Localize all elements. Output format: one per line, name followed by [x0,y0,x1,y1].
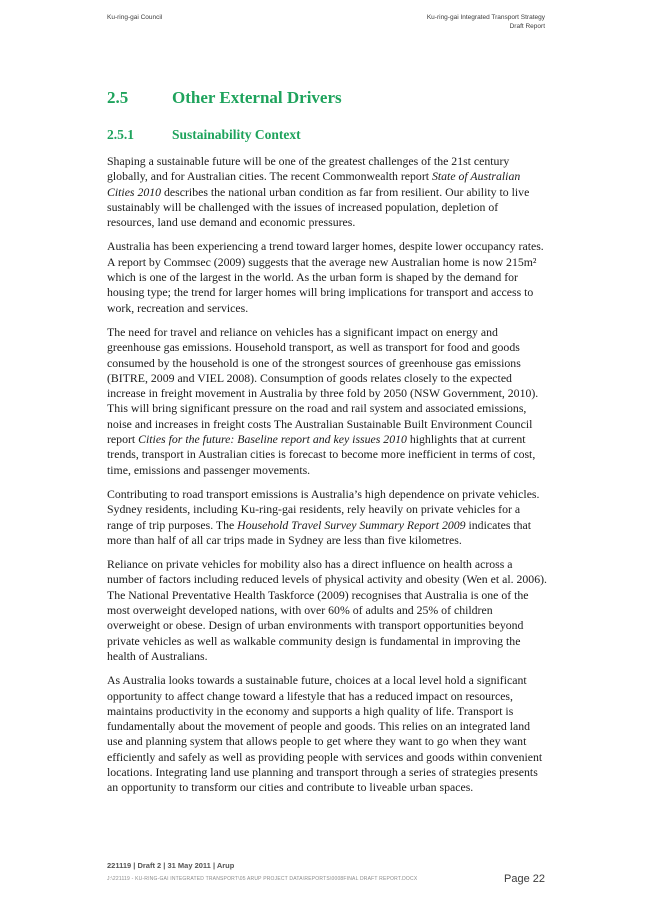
header-left-text: Ku-ring-gai Council [107,14,163,21]
section-title: Other External Drivers [172,88,342,107]
page-number: Page 22 [504,873,545,885]
subsection-heading [107,127,548,143]
section-number: 2.5 [107,88,129,107]
paragraph: Shaping a sustainable future will be one of the greatest challenges of the 21st century globally, and for Australian cities. The recent Commonwealth report State of Australian Cities 2010 describes the national urban condition as far from resilient. Our ability to live sustainably will be challenged with the issues of increased population, depletion of resources, land use demand and economic pressures. [107,154,530,230]
paragraph: Reliance on private vehicles for mobility also has a direct influence on health across a number of factors including reduced levels of physical activity and obesity (Wen et al. 2006). The National Preventative Health Taskforce (2009) recognises that Australia is one of the most overweight developed nations, with over 60% of adults and 25% of children overweight or obese. Design of urban environments with transport opportunities beyond private vehicles as well as walkable community design is fundamental in improving the health of Australians. [107,557,547,663]
page-content [107,88,548,805]
header-right-line2: Draft Report [509,22,545,30]
page-header [107,14,545,31]
subsection-title: Sustainability Context [172,127,301,142]
body-paragraphs [107,154,548,796]
paragraph: As Australia looks towards a sustainable future, choices at a local level hold a significant opportunity to affect change toward a lifestyle that has a reduced impact on resources, maintains productivity in the economy and supports a high quality of life. Transport is fundamentally about the movement of people and goods. This relies on an integrated land use and planning system that allows people to get where they want to go when they want efficiently and safely as well as providing people with services and goods within convenient locations. Integrating land use planning and transport through a series of strategies presents an opportunity to transform our cities and contribute to liveable urban spaces. [107,673,543,795]
paragraph: The need for travel and reliance on vehicles has a significant impact on energy and greenhouse gas emissions. Household transport, as well as transport for food and goods consumed by the household is one of the strongest sources of greenhouse gas emissions (BITRE, 2009 and VIEL 2008). Consumption of goods relates closely to the expected increase in freight movement in Australia by three fold by 2050 (NSW Government, 2010). This will bring significant pressure on the road and rail system and associated emissions, noise and increases in freight costs The Australian Sustainable Built Environment Council report Cities for the future: Baseline report and key issues 2010 highlights that at current trends, transport in Australian cities is forecast to become more inefficient in terms of cost, time, emissions and passenger movements. [107,324,539,477]
paragraph: Australia has been experiencing a trend toward larger homes, despite lower occupancy rates. A report by Commsec (2009) suggests that the average new Australian home is now 215m² which is one of the largest in the world. As the urban form is shaped by the demand for housing type; the trend for larger homes will bring implications for transport and access to work, recreation and services. [107,239,544,315]
subsection-number: 2.5.1 [107,127,134,142]
header-right-line1: Ku-ring-gai Integrated Transport Strategy [426,14,545,21]
paragraph: Contributing to road transport emissions is Australia’s high dependence on private vehicles. Sydney residents, including Ku-ring-gai residents, rely heavily on private vehicles for a range of trip purposes. The Household Travel Survey Summary Report 2009 indicates that more than half of all car trips made in Sydney are less than five kilometres. [107,486,540,547]
header-right-block [427,14,545,31]
section-heading [107,88,548,108]
footer-file-path: J:\221119 - KU-RING-GAI INTEGRATED TRANSPORT\05 ARUP PROJECT DATA\REPORTS\0008FINAL DRAFT REPORT.DOCX [107,876,418,882]
footer-doc-info: 221119 | Draft 2 | 31 May 2011 | Arup [107,861,235,870]
page-footer [107,861,417,883]
